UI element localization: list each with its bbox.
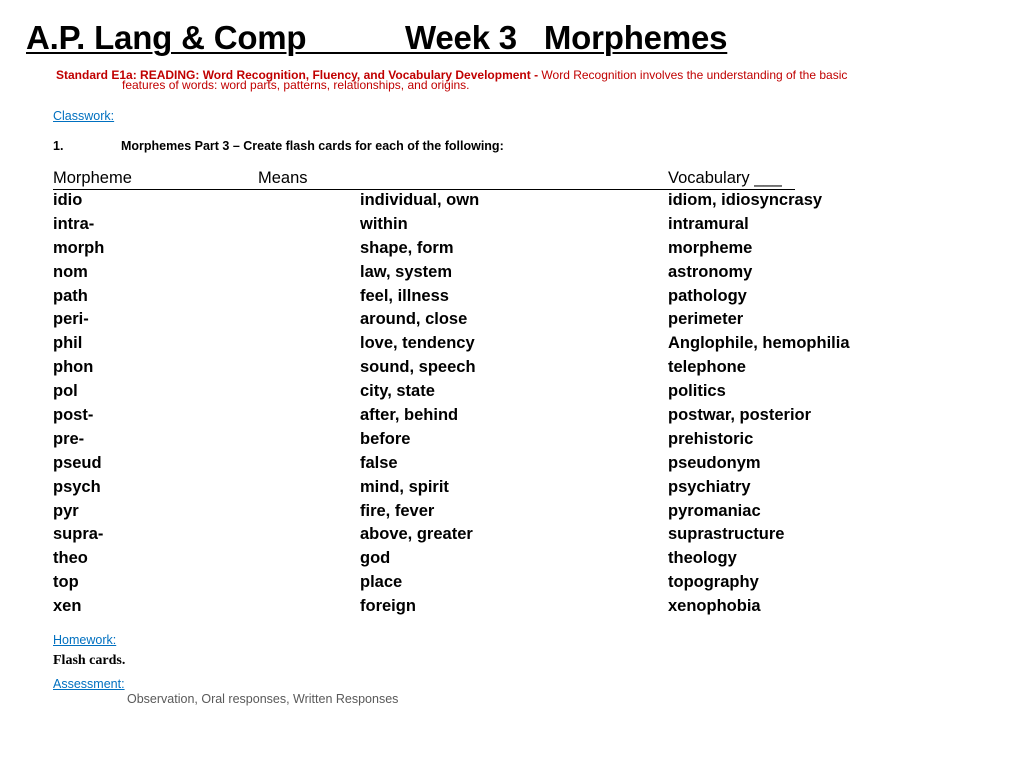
means-cell: god xyxy=(360,549,391,568)
item-text: Morphemes Part 3 – Create flash cards for each of the following: xyxy=(121,139,504,153)
morpheme-cell: pre- xyxy=(53,429,85,448)
vocabulary-cell: Anglophile, hemophilia xyxy=(668,334,850,353)
means-cell: city, state xyxy=(360,382,435,401)
vocabulary-cell: idiom, idiosyncrasy xyxy=(668,191,823,209)
vocabulary-cell: astronomy xyxy=(668,262,753,281)
vocabulary-cell: telephone xyxy=(668,358,746,377)
means-cell: above, greater xyxy=(360,525,473,544)
standard-description xyxy=(56,69,956,91)
homework-link[interactable]: Homework: xyxy=(53,633,117,647)
means-cell: law, system xyxy=(360,262,453,281)
table-row xyxy=(53,261,913,285)
means-cell: foreign xyxy=(360,597,416,616)
means-cell: mind, spirit xyxy=(360,477,449,496)
morpheme-cell: pseud xyxy=(53,453,102,472)
table-row xyxy=(53,189,913,213)
table-row xyxy=(53,452,913,476)
table-row xyxy=(53,547,913,571)
means-cell: individual, own xyxy=(360,191,480,209)
vocabulary-cell: psychiatry xyxy=(668,477,751,496)
table-row xyxy=(53,308,913,332)
vocabulary-cell: postwar, posterior xyxy=(668,406,812,425)
table-row xyxy=(53,380,913,404)
means-cell: feel, illness xyxy=(360,286,449,305)
vocabulary-cell: topography xyxy=(668,573,759,592)
morpheme-cell: phon xyxy=(53,358,94,377)
morpheme-cell: idio xyxy=(53,191,83,209)
table-row xyxy=(53,332,913,356)
assessment-link[interactable]: Assessment: xyxy=(53,677,125,691)
means-cell: false xyxy=(360,453,398,472)
standard-label: Standard E1a: READING: Word Recognition, Fluency, and Vocabulary Development - xyxy=(56,68,539,82)
assessment-text: Observation, Oral responses, Written Responses xyxy=(127,692,399,706)
morpheme-cell: supra- xyxy=(53,525,104,544)
table-row xyxy=(53,404,913,428)
vocabulary-cell: suprastructure xyxy=(668,525,785,544)
vocabulary-cell: xenophobia xyxy=(668,597,761,616)
means-cell: before xyxy=(360,429,411,448)
vocabulary-cell: pseudonym xyxy=(668,453,761,472)
means-cell: place xyxy=(360,573,403,592)
morpheme-cell: psych xyxy=(53,477,101,496)
vocabulary-cell: prehistoric xyxy=(668,429,754,448)
means-cell: sound, speech xyxy=(360,358,476,377)
page-title: A.P. Lang & Comp Week 3 Morphemes xyxy=(26,19,728,56)
morpheme-table xyxy=(53,189,913,619)
header-means: Means xyxy=(258,169,308,187)
standard-text-line1: Word Recognition involves the understanding of the basic xyxy=(538,68,848,82)
table-row xyxy=(53,213,913,237)
vocabulary-cell: politics xyxy=(668,382,726,401)
morpheme-cell: nom xyxy=(53,262,88,281)
vocabulary-cell: pyromaniac xyxy=(668,501,761,520)
means-cell: love, tendency xyxy=(360,334,475,353)
item-number: 1. xyxy=(53,139,64,153)
vocabulary-cell: pathology xyxy=(668,286,747,305)
table-row xyxy=(53,285,913,309)
morpheme-cell: xen xyxy=(53,597,82,616)
vocabulary-cell: theology xyxy=(668,549,737,568)
table-row xyxy=(53,237,913,261)
means-cell: within xyxy=(360,214,408,233)
table-row xyxy=(53,571,913,595)
means-cell: fire, fever xyxy=(360,501,435,520)
standard-text-line2: features of words: word parts, patterns, relationships, and origins. xyxy=(122,78,470,92)
vocabulary-cell: perimeter xyxy=(668,310,744,329)
morpheme-cell: intra- xyxy=(53,214,95,233)
header-morpheme: Morpheme xyxy=(53,169,132,187)
classwork-item xyxy=(53,139,504,153)
table-row xyxy=(53,356,913,380)
header-vocabulary: Vocabulary ___ xyxy=(668,169,782,187)
vocabulary-cell: morpheme xyxy=(668,238,753,257)
table-row xyxy=(53,476,913,500)
classwork-link[interactable]: Classwork: xyxy=(53,109,115,123)
means-cell: around, close xyxy=(360,310,468,329)
morpheme-cell: pol xyxy=(53,382,78,401)
morpheme-cell: peri- xyxy=(53,310,89,329)
morpheme-cell: path xyxy=(53,286,88,305)
morpheme-cell: phil xyxy=(53,334,83,353)
table-row xyxy=(53,595,913,619)
morpheme-cell: pyr xyxy=(53,501,79,520)
vocabulary-cell: intramural xyxy=(668,214,749,233)
morpheme-cell: theo xyxy=(53,549,88,568)
means-cell: after, behind xyxy=(360,406,459,425)
homework-text: Flash cards. xyxy=(53,653,126,668)
morpheme-cell: morph xyxy=(53,238,105,257)
table-row xyxy=(53,428,913,452)
table-row xyxy=(53,500,913,524)
morpheme-cell: top xyxy=(53,573,79,592)
table-header xyxy=(53,167,795,190)
table-row xyxy=(53,523,913,547)
morpheme-cell: post- xyxy=(53,406,94,425)
means-cell: shape, form xyxy=(360,238,454,257)
